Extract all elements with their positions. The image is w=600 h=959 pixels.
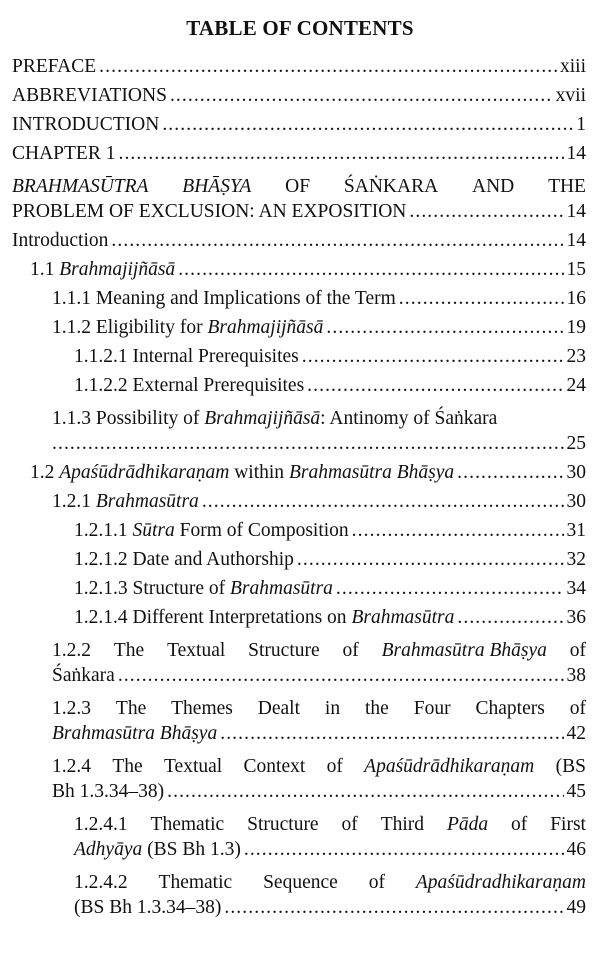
toc-entry-1-2-4-1[interactable] bbox=[12, 810, 586, 868]
toc-entry-introduction-sub[interactable] bbox=[12, 230, 586, 259]
toc-word: in bbox=[324, 698, 341, 719]
toc-word: Textual bbox=[163, 756, 223, 777]
toc-italic-term: Brahmasūtra bbox=[351, 607, 455, 628]
toc-entry-label: : Antinomy of Śaṅkara bbox=[320, 408, 498, 429]
toc-entry-1-1-2-1[interactable] bbox=[12, 346, 586, 375]
toc-page-number: 45 bbox=[566, 781, 586, 802]
toc-word: Themes bbox=[171, 698, 233, 719]
toc-page-number: 46 bbox=[566, 839, 586, 860]
toc-page-number: xvii bbox=[555, 85, 586, 106]
toc-entry-1-2-1-1[interactable] bbox=[12, 520, 586, 549]
toc-word: 1.2.3 bbox=[52, 698, 91, 719]
toc-section-number: 1.1 bbox=[30, 259, 55, 280]
toc-entry-1-1-3[interactable] bbox=[12, 404, 586, 462]
toc-page-number: 24 bbox=[566, 375, 586, 396]
toc-word: Dealt bbox=[257, 698, 301, 719]
toc-page-number: 31 bbox=[566, 520, 586, 541]
toc-entry-1-1-2-2[interactable] bbox=[12, 375, 586, 404]
toc-entry-label: Form of Composition bbox=[179, 520, 349, 541]
toc-word: Structure bbox=[247, 814, 319, 835]
toc-entry-preface[interactable] bbox=[12, 56, 586, 85]
toc-word: 1.2.2 bbox=[52, 640, 91, 661]
toc-italic-term: Adhyāya bbox=[74, 839, 143, 860]
toc-page-number: 30 bbox=[566, 462, 586, 483]
toc-word: 1.2.4.2 bbox=[74, 872, 128, 893]
toc-word: Apaśūdradhikaraṇam bbox=[415, 872, 586, 893]
toc-word: of bbox=[326, 756, 343, 777]
toc-word: of bbox=[341, 814, 358, 835]
toc-word: of bbox=[342, 640, 359, 661]
toc-word: Apaśūdrādhikaraṇam bbox=[364, 756, 535, 777]
toc-word: of bbox=[569, 698, 586, 719]
toc-word: First bbox=[550, 814, 586, 835]
toc-italic-term: Brahmajijñāsā bbox=[204, 408, 321, 429]
toc-word: BRAHMASŪTRA bbox=[12, 176, 149, 197]
toc-page-number: 36 bbox=[566, 607, 586, 628]
toc-word: the bbox=[365, 698, 389, 719]
toc-italic-term: Brahmajijñāsā bbox=[207, 317, 324, 338]
toc-entry-label: 1.1.2.1 Internal Prerequisites bbox=[74, 346, 299, 367]
toc-page-number: 23 bbox=[566, 346, 586, 367]
toc-page-number: 16 bbox=[566, 288, 586, 309]
toc-italic-term: Brahmasūtra Bhāṣya bbox=[288, 462, 455, 483]
toc-word: Third bbox=[380, 814, 425, 835]
toc-entry-1-2-3[interactable] bbox=[12, 694, 586, 752]
toc-word: Structure bbox=[248, 640, 320, 661]
toc-word: OF bbox=[285, 176, 311, 197]
toc-italic-term: Sūtra bbox=[132, 520, 175, 541]
toc-page-number: 14 bbox=[566, 230, 586, 251]
toc-word: Pāda bbox=[446, 814, 489, 835]
toc-entry-1-1[interactable] bbox=[12, 259, 586, 288]
toc-entry-label: 1.2.1.2 Date and Authorship bbox=[74, 549, 294, 570]
toc-entry-label: Bh 1.3.34–38) bbox=[52, 781, 165, 802]
toc-entry-introduction[interactable] bbox=[12, 114, 586, 143]
toc-entry-label: CHAPTER 1 bbox=[12, 143, 116, 164]
toc-word: The bbox=[113, 640, 145, 661]
toc-page-number: 14 bbox=[566, 201, 586, 222]
toc-entry-1-2-1-2[interactable] bbox=[12, 549, 586, 578]
toc-entry-chapter-1-title[interactable] bbox=[12, 172, 586, 230]
toc-word: 1.2.4 bbox=[52, 756, 91, 777]
toc-page-number: 32 bbox=[566, 549, 586, 570]
toc-page-number: 19 bbox=[566, 317, 586, 338]
toc-entry-label: ABBREVIATIONS bbox=[12, 85, 167, 106]
toc-page-number: 1 bbox=[576, 114, 586, 135]
toc-entry-1-2-1-4[interactable] bbox=[12, 607, 586, 636]
toc-page-number: 42 bbox=[566, 723, 586, 744]
toc-section-number: 1.2 bbox=[30, 462, 55, 483]
toc-italic-term: Brahmasūtra Bhāṣya bbox=[52, 723, 218, 744]
toc-word: ŚAṄKARA bbox=[343, 176, 439, 197]
toc-entry-label: 1.1.3 Possibility of bbox=[52, 408, 200, 429]
toc-word: AND bbox=[472, 176, 515, 197]
toc-entry-label: PREFACE bbox=[12, 56, 97, 77]
toc-entry-1-1-1[interactable] bbox=[12, 288, 586, 317]
toc-word: Chapters bbox=[475, 698, 545, 719]
toc-word: Context bbox=[243, 756, 306, 777]
toc-entry-1-1-2[interactable] bbox=[12, 317, 586, 346]
toc-entry-label: 1.1.2.2 External Prerequisites bbox=[74, 375, 305, 396]
toc-entry-1-2[interactable] bbox=[12, 462, 586, 491]
toc-entry-1-2-1[interactable] bbox=[12, 491, 586, 520]
toc-entry-1-2-2[interactable] bbox=[12, 636, 586, 694]
toc-word: of bbox=[511, 814, 528, 835]
toc-word: Textual bbox=[167, 640, 226, 661]
toc-word: THE bbox=[548, 176, 586, 197]
toc-word: of bbox=[368, 872, 385, 893]
toc-italic-term: Brahmasūtra bbox=[229, 578, 333, 599]
toc-word: 1.2.4.1 bbox=[74, 814, 128, 835]
toc-italic-term: Brahmajijñāsā bbox=[59, 259, 176, 280]
toc-entry-label: INTRODUCTION bbox=[12, 114, 160, 135]
toc-page-number: 14 bbox=[566, 143, 586, 164]
toc-list bbox=[12, 56, 586, 926]
toc-page-number: 34 bbox=[566, 578, 586, 599]
toc-word: The bbox=[112, 756, 143, 777]
page-title: TABLE OF CONTENTS bbox=[186, 16, 414, 40]
toc-entry-abbreviations[interactable] bbox=[12, 85, 586, 114]
toc-word: Four bbox=[413, 698, 451, 719]
toc-entry-label: 1.2.1.4 Different Interpretations on bbox=[74, 607, 347, 628]
toc-word: The bbox=[115, 698, 147, 719]
toc-italic-term: Apaśūdrādhikaraṇam bbox=[59, 462, 230, 483]
toc-entry-label: (BS Bh 1.3) bbox=[147, 839, 241, 860]
toc-entry-label: 1.1.2 Eligibility for bbox=[52, 317, 203, 338]
toc-entry-label: Śaṅkara bbox=[52, 665, 115, 686]
toc-word: Brahmasūtra Bhāṣya bbox=[381, 640, 547, 661]
toc-page-number: 38 bbox=[566, 665, 586, 686]
toc-page-number: 49 bbox=[566, 897, 586, 918]
toc-word: Sequence bbox=[263, 872, 338, 893]
toc-entry-1-2-4[interactable] bbox=[12, 752, 586, 810]
toc-entry-label: within bbox=[234, 462, 285, 483]
toc-entry-label: 1.2.1.3 Structure of bbox=[74, 578, 226, 599]
toc-word: Thematic bbox=[150, 814, 225, 835]
toc-word: of bbox=[569, 640, 586, 661]
toc-page-number: 30 bbox=[566, 491, 586, 512]
toc-word: (BS bbox=[555, 756, 586, 777]
toc-italic-term: Brahmasūtra bbox=[95, 491, 199, 512]
toc-section-number: 1.2.1.1 bbox=[74, 520, 128, 541]
toc-word: BHĀṢYA bbox=[182, 176, 252, 197]
toc-word: Thematic bbox=[158, 872, 233, 893]
toc-entry-label: PROBLEM OF EXCLUSION: AN EXPOSITION bbox=[12, 201, 407, 222]
toc-entry-label: 1.1.1 Meaning and Implications of the Term bbox=[52, 288, 396, 309]
toc-entry-label: (BS Bh 1.3.34–38) bbox=[74, 897, 222, 918]
toc-entry-1-2-4-2[interactable] bbox=[12, 868, 586, 926]
toc-entry-chapter-1[interactable] bbox=[12, 143, 586, 172]
toc-page-number: xiii bbox=[559, 56, 586, 77]
toc-entry-1-2-1-3[interactable] bbox=[12, 578, 586, 607]
toc-page-number: 25 bbox=[566, 433, 586, 454]
toc-section-number: 1.2.1 bbox=[52, 491, 91, 512]
toc-page-number: 15 bbox=[566, 259, 586, 280]
toc-entry-label: Introduction bbox=[12, 230, 109, 251]
